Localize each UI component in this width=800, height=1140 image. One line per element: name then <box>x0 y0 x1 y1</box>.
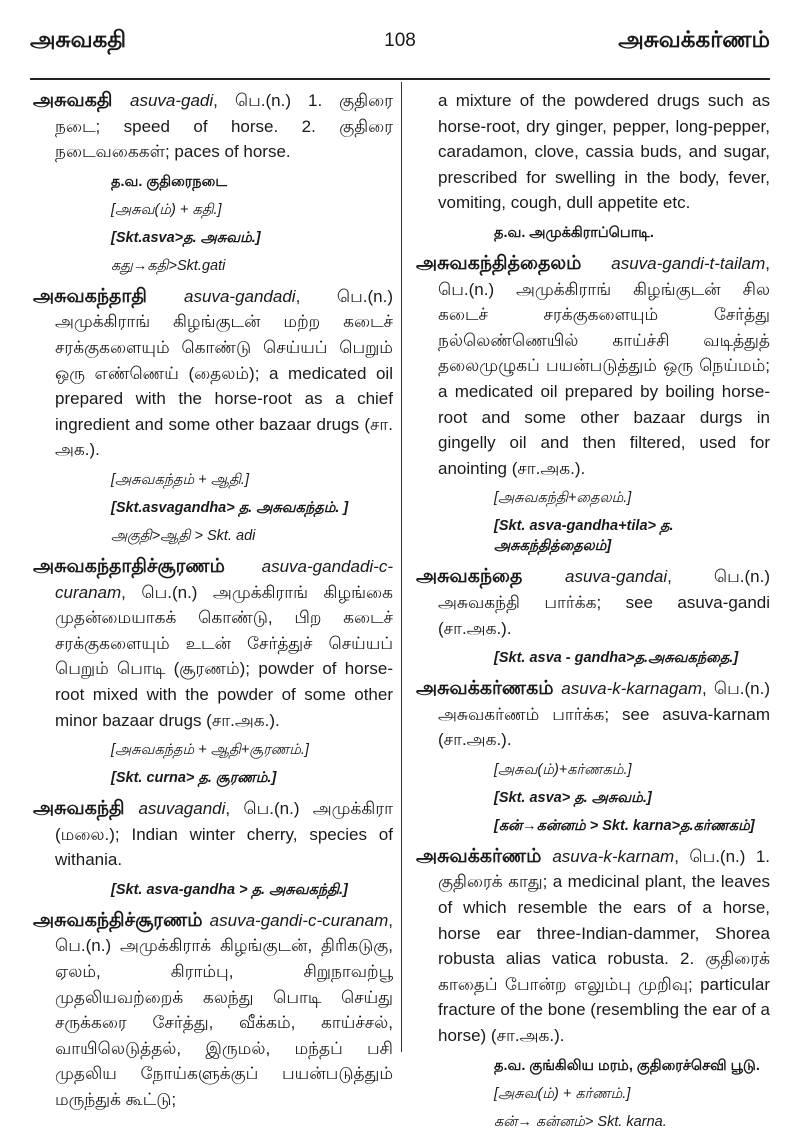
etymology-note: த.வ. அமுக்கிராப்பொடி. <box>494 224 654 241</box>
entry-headword: அசுவக்கர்ணகம் <box>416 678 562 700</box>
etymology-note: [Skt.asvagandha> த. அசுவகந்தம். ] <box>111 499 349 516</box>
etymology-note: த.வ. குதிரைநடை <box>111 173 227 190</box>
entry-definition: , பெ.(n.) அமுக்கிராங் கிழங்குடன் சில கடைச் சரக்குகளையும் சேர்த்து நல்லெண்ணெயில் காய்ச்சி வடித்துத் தலைமுழுகப் பயன்படுத்தும் ஒரு நெய்மம்; a medicated oil prepared by boiling horse-root and some other bazaar durgs in gingelly oil and then filtered, used for anointing (சா.அக.). <box>438 253 770 478</box>
etymology-note: த.வ. குங்கிலிய மரம், குதிரைச்செவி பூடு. <box>494 1057 760 1074</box>
right-guide-word: அசுவக்கர்ணம் <box>618 26 770 52</box>
dictionary-entry <box>33 908 393 1113</box>
etymology-note: அகுதி>ஆதி > Skt. adi <box>111 527 256 544</box>
page-header <box>30 22 770 62</box>
page-number: 108 <box>384 30 416 51</box>
dictionary-entry <box>416 88 770 216</box>
entry-transliteration: asuva-gandadi-c-curanam <box>55 556 393 602</box>
etymology-note: [கன்→கன்னம் > Skt. karna>த.கர்ணகம்] <box>494 817 755 834</box>
entry-definition: a mixture of the powdered drugs such as horse-root, dry ginger, pepper, long-pepper, caradamon, clove, cassia buds, and sugar, prescribed for swelling in the body, fever, vomiting, cough, dull appetite etc. <box>438 91 770 213</box>
entry-headword: அசுவகதி <box>33 90 130 111</box>
entry-headword: அசுவகந்தி <box>33 798 139 820</box>
etymology-note: [Skt. asva-gandha+tila> த. அசுகந்தித்தைலம்] <box>494 518 674 555</box>
entry-definition: , பெ.(n.) அசுவகந்தி பார்க்க; see asuva-gandi (சா.அக.). <box>438 567 770 638</box>
entry-definition: , பெ.(n.) அமுக்கிராங் கிழங்குடன் மற்ற கடைச் சரக்குகளையும் கொண்டு செய்யப் பெறும் ஒரு எண்ணெய் (தைலம்); a medicated oil prepared with the horse-root as a chief ingredient and some other bazaar drugs (சா. அக.). <box>55 286 393 460</box>
etymology-note: [Skt. asva - gandha>த.அசுவகந்தை.] <box>494 650 739 667</box>
entry-definition: , பெ.(n.) அசுவகர்ணம் பார்க்க; see asuva-karnam (சா.அக.). <box>438 679 770 750</box>
entry-definition: , பெ.(n.) அமுக்கிராக் கிழங்குடன், திரிகடுகு, ஏலம், கிராம்பு, சிறுநாவற்பூ முதலியவற்றைக் கலந்து பொடி செய்து சருக்கரை சேர்த்து, வீக்கம், காய்ச்சல், வாயிலெடுத்தல், இருமல், மந்தப் பசி முதலிய நோய்களுக்குப் பயன்படுத்தும் மருந்துக் கூட்டு; <box>55 910 393 1110</box>
entry-headword: அசுவகந்தை <box>416 566 566 588</box>
dictionary-entry <box>33 554 393 733</box>
entry-definition: , பெ.(n.) அமுக்கிரா (மலை.); Indian winter cherry, species of withania. <box>55 799 393 870</box>
entry-headword: அசுவகந்தித்தைலம் <box>416 252 612 274</box>
etymology-note: [அசுவகந்தம் + ஆதி.] <box>111 471 249 488</box>
etymology-note: [Skt.asva>த. அசுவம்.] <box>111 229 261 246</box>
entry-transliteration: asuva-k-karnagam <box>561 679 703 699</box>
entry-definition: , பெ.(n.) 1. குதிரைக் காது; a medicinal plant, the leaves of which resemble the ears of a horse, horse ear three-Indian-dammer, Shorea robusta alias vatica robusta. 2. குதிரைக் காதைப் போன்ற எலும்பு முறிவு; particular fracture of the bone (resembling the ear of a horse) (சா.அக.). <box>438 846 771 1046</box>
etymology-note: [அசுவ(ம்) + கதி.] <box>111 201 222 218</box>
dictionary-entry <box>416 676 770 753</box>
entry-transliteration: asuva-gandai <box>565 567 668 587</box>
dictionary-entry <box>33 284 393 463</box>
entry-transliteration: asuva-gandi-c-curanam <box>209 910 389 930</box>
dictionary-entry <box>416 251 770 481</box>
entry-transliteration: asuva-k-karnam <box>552 846 675 866</box>
etymology-note: [அசுவ(ம்) + கர்ணம்.] <box>494 1085 631 1102</box>
etymology-note: கது→கதி>Skt.gati <box>111 257 226 274</box>
etymology-note: [அசுவ(ம்)+கர்ணகம்.] <box>494 761 632 778</box>
dictionary-entry <box>416 564 770 641</box>
etymology-note: [Skt. asva-gandha > த. அசுவகந்தி.] <box>111 881 348 898</box>
entry-headword: அசுவக்கர்ணம் <box>416 845 553 867</box>
entry-transliteration: asuva-gandi-t-tailam <box>611 253 766 273</box>
entry-definition: , பெ.(n.) 1. குதிரை நடை; speed of horse. 2. குதிரை நடைவகைகள்; paces of horse. <box>55 91 393 162</box>
etymology-note: [அசுவகந்தம் + ஆதி+சூரணம்.] <box>111 742 309 759</box>
header-rule <box>30 78 770 80</box>
dictionary-entry <box>33 88 393 165</box>
left-guide-word: அசுவகதி <box>30 26 127 52</box>
entry-transliteration: asuva-gandadi <box>184 286 296 306</box>
etymology-note: [Skt. curna> த. சூரணம்.] <box>111 770 277 787</box>
left-column <box>33 88 393 1118</box>
dictionary-entry <box>33 796 393 873</box>
etymology-note: [Skt. asva> த. அசுவம்.] <box>494 789 652 806</box>
entry-transliteration: asuvagandi <box>138 799 226 819</box>
entry-definition: , பெ.(n.) அமுக்கிராங் கிழங்கை முதன்மையாகக் கொண்டு, பிற கடைச் சரக்குகளையும் உடன் சேர்த்துச் செய்யப் பெறும் பொடி (சூரணம்); powder of horse-root mixed with the powder of some other minor bazaar drugs (சா.அக.). <box>55 582 393 730</box>
etymology-note: [அசுவகந்தி+தைலம்.] <box>494 490 632 507</box>
entry-headword: அசுவகந்தாதி <box>33 285 185 307</box>
etymology-note: கன்→ கன்னம்> Skt. karna. <box>494 1113 667 1130</box>
entry-headword: அசுவகந்திச்சூரணம் <box>33 909 210 931</box>
column-divider <box>401 82 402 1052</box>
entry-headword: அசுவகந்தாதிச்சூரணம் <box>33 555 262 577</box>
entry-transliteration: asuva-gadi <box>129 91 214 110</box>
dictionary-entry <box>416 844 770 1049</box>
right-column <box>416 88 770 1140</box>
